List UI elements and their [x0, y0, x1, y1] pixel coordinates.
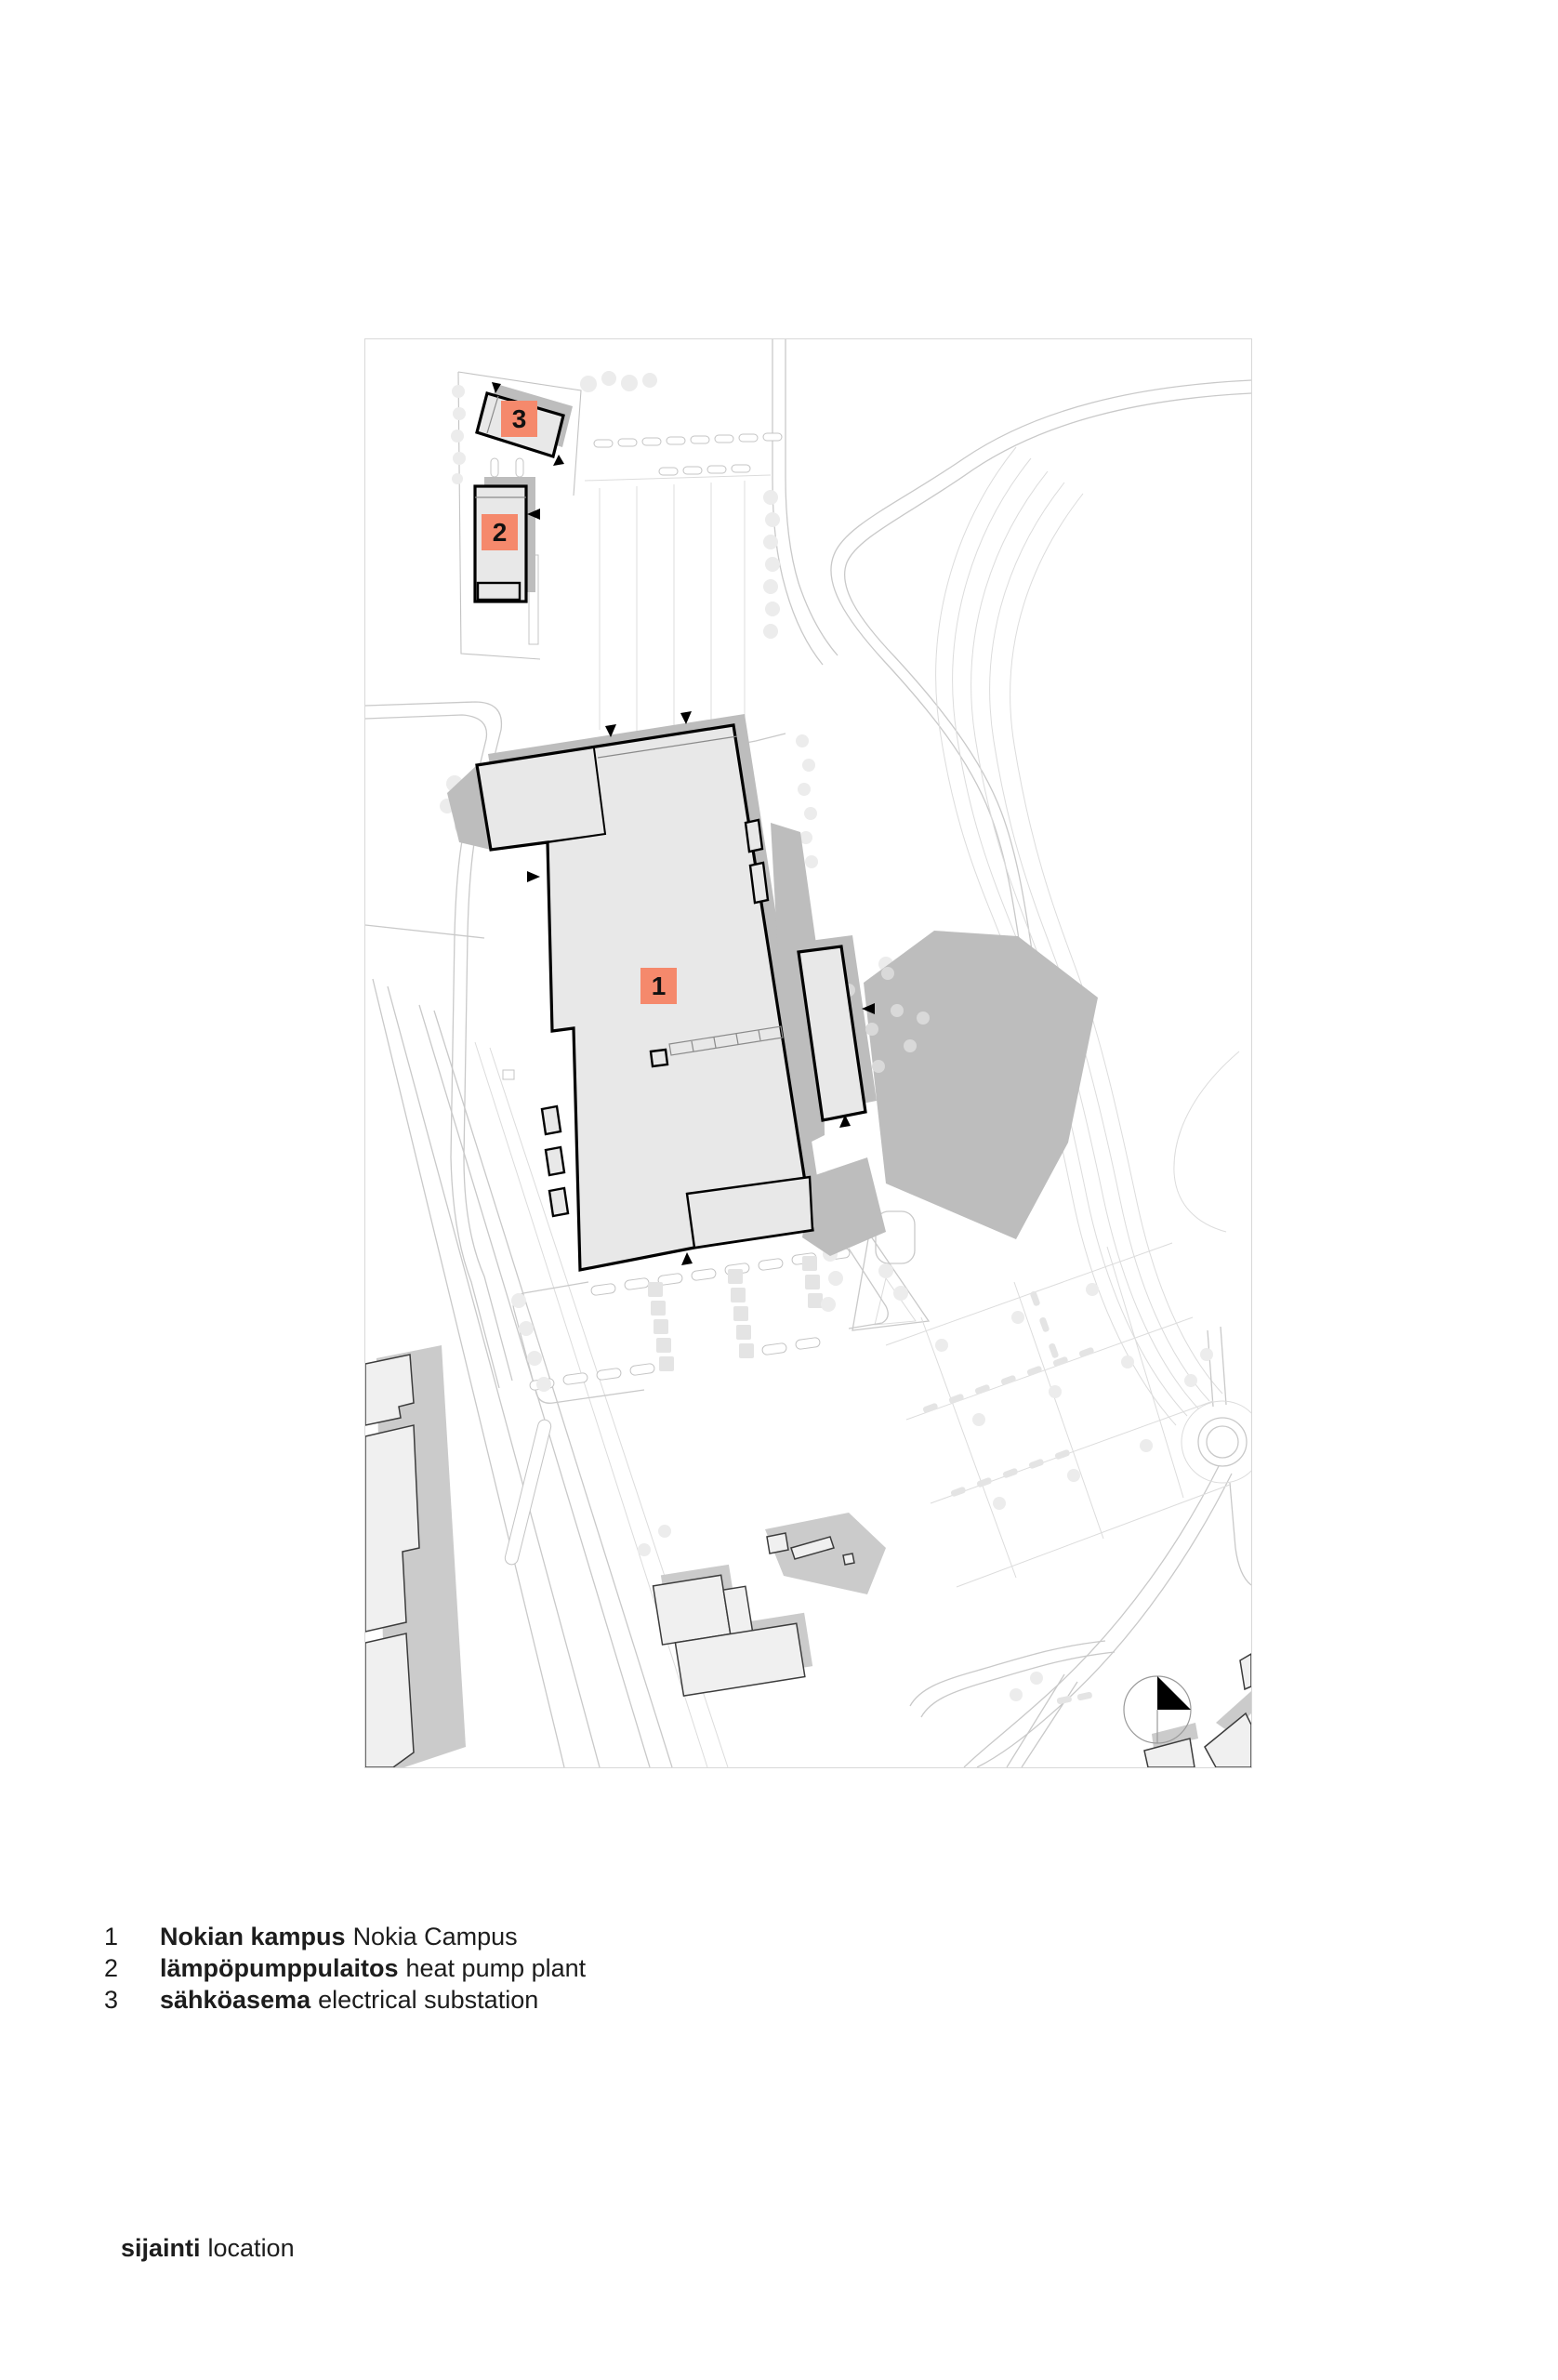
roundabout [1182, 1327, 1251, 1585]
page-caption [121, 2233, 295, 2263]
site-plan-map [364, 338, 1252, 1768]
legend-label-fi: sähköasema [160, 1986, 311, 2014]
legend-number: 2 [104, 1954, 119, 1982]
north-arrow-icon [1124, 1676, 1191, 1743]
legend-label-en: heat pump plant [405, 1954, 587, 1982]
building-2-marker: 2 [482, 514, 518, 550]
legend-item-3 [104, 1984, 586, 2016]
caption-fi: sijainti [121, 2234, 201, 2262]
legend-label-fi: Nokian kampus [160, 1923, 346, 1950]
legend-number: 3 [104, 1986, 119, 2014]
site-plan-drawing [365, 339, 1251, 1767]
building-1-marker: 1 [640, 968, 677, 1004]
building-3-marker: 3 [501, 401, 537, 437]
legend-number: 1 [104, 1923, 119, 1950]
context-buildings [365, 1345, 1251, 1767]
legend-label-en: electrical substation [318, 1986, 539, 2014]
legend [104, 1921, 586, 2016]
legend-label-fi: lämpöpumppulaitos [160, 1954, 399, 1982]
legend-label-en: Nokia Campus [352, 1923, 518, 1950]
legend-item-2 [104, 1952, 586, 1984]
legend-item-1 [104, 1921, 586, 1952]
caption-en: location [207, 2234, 295, 2262]
